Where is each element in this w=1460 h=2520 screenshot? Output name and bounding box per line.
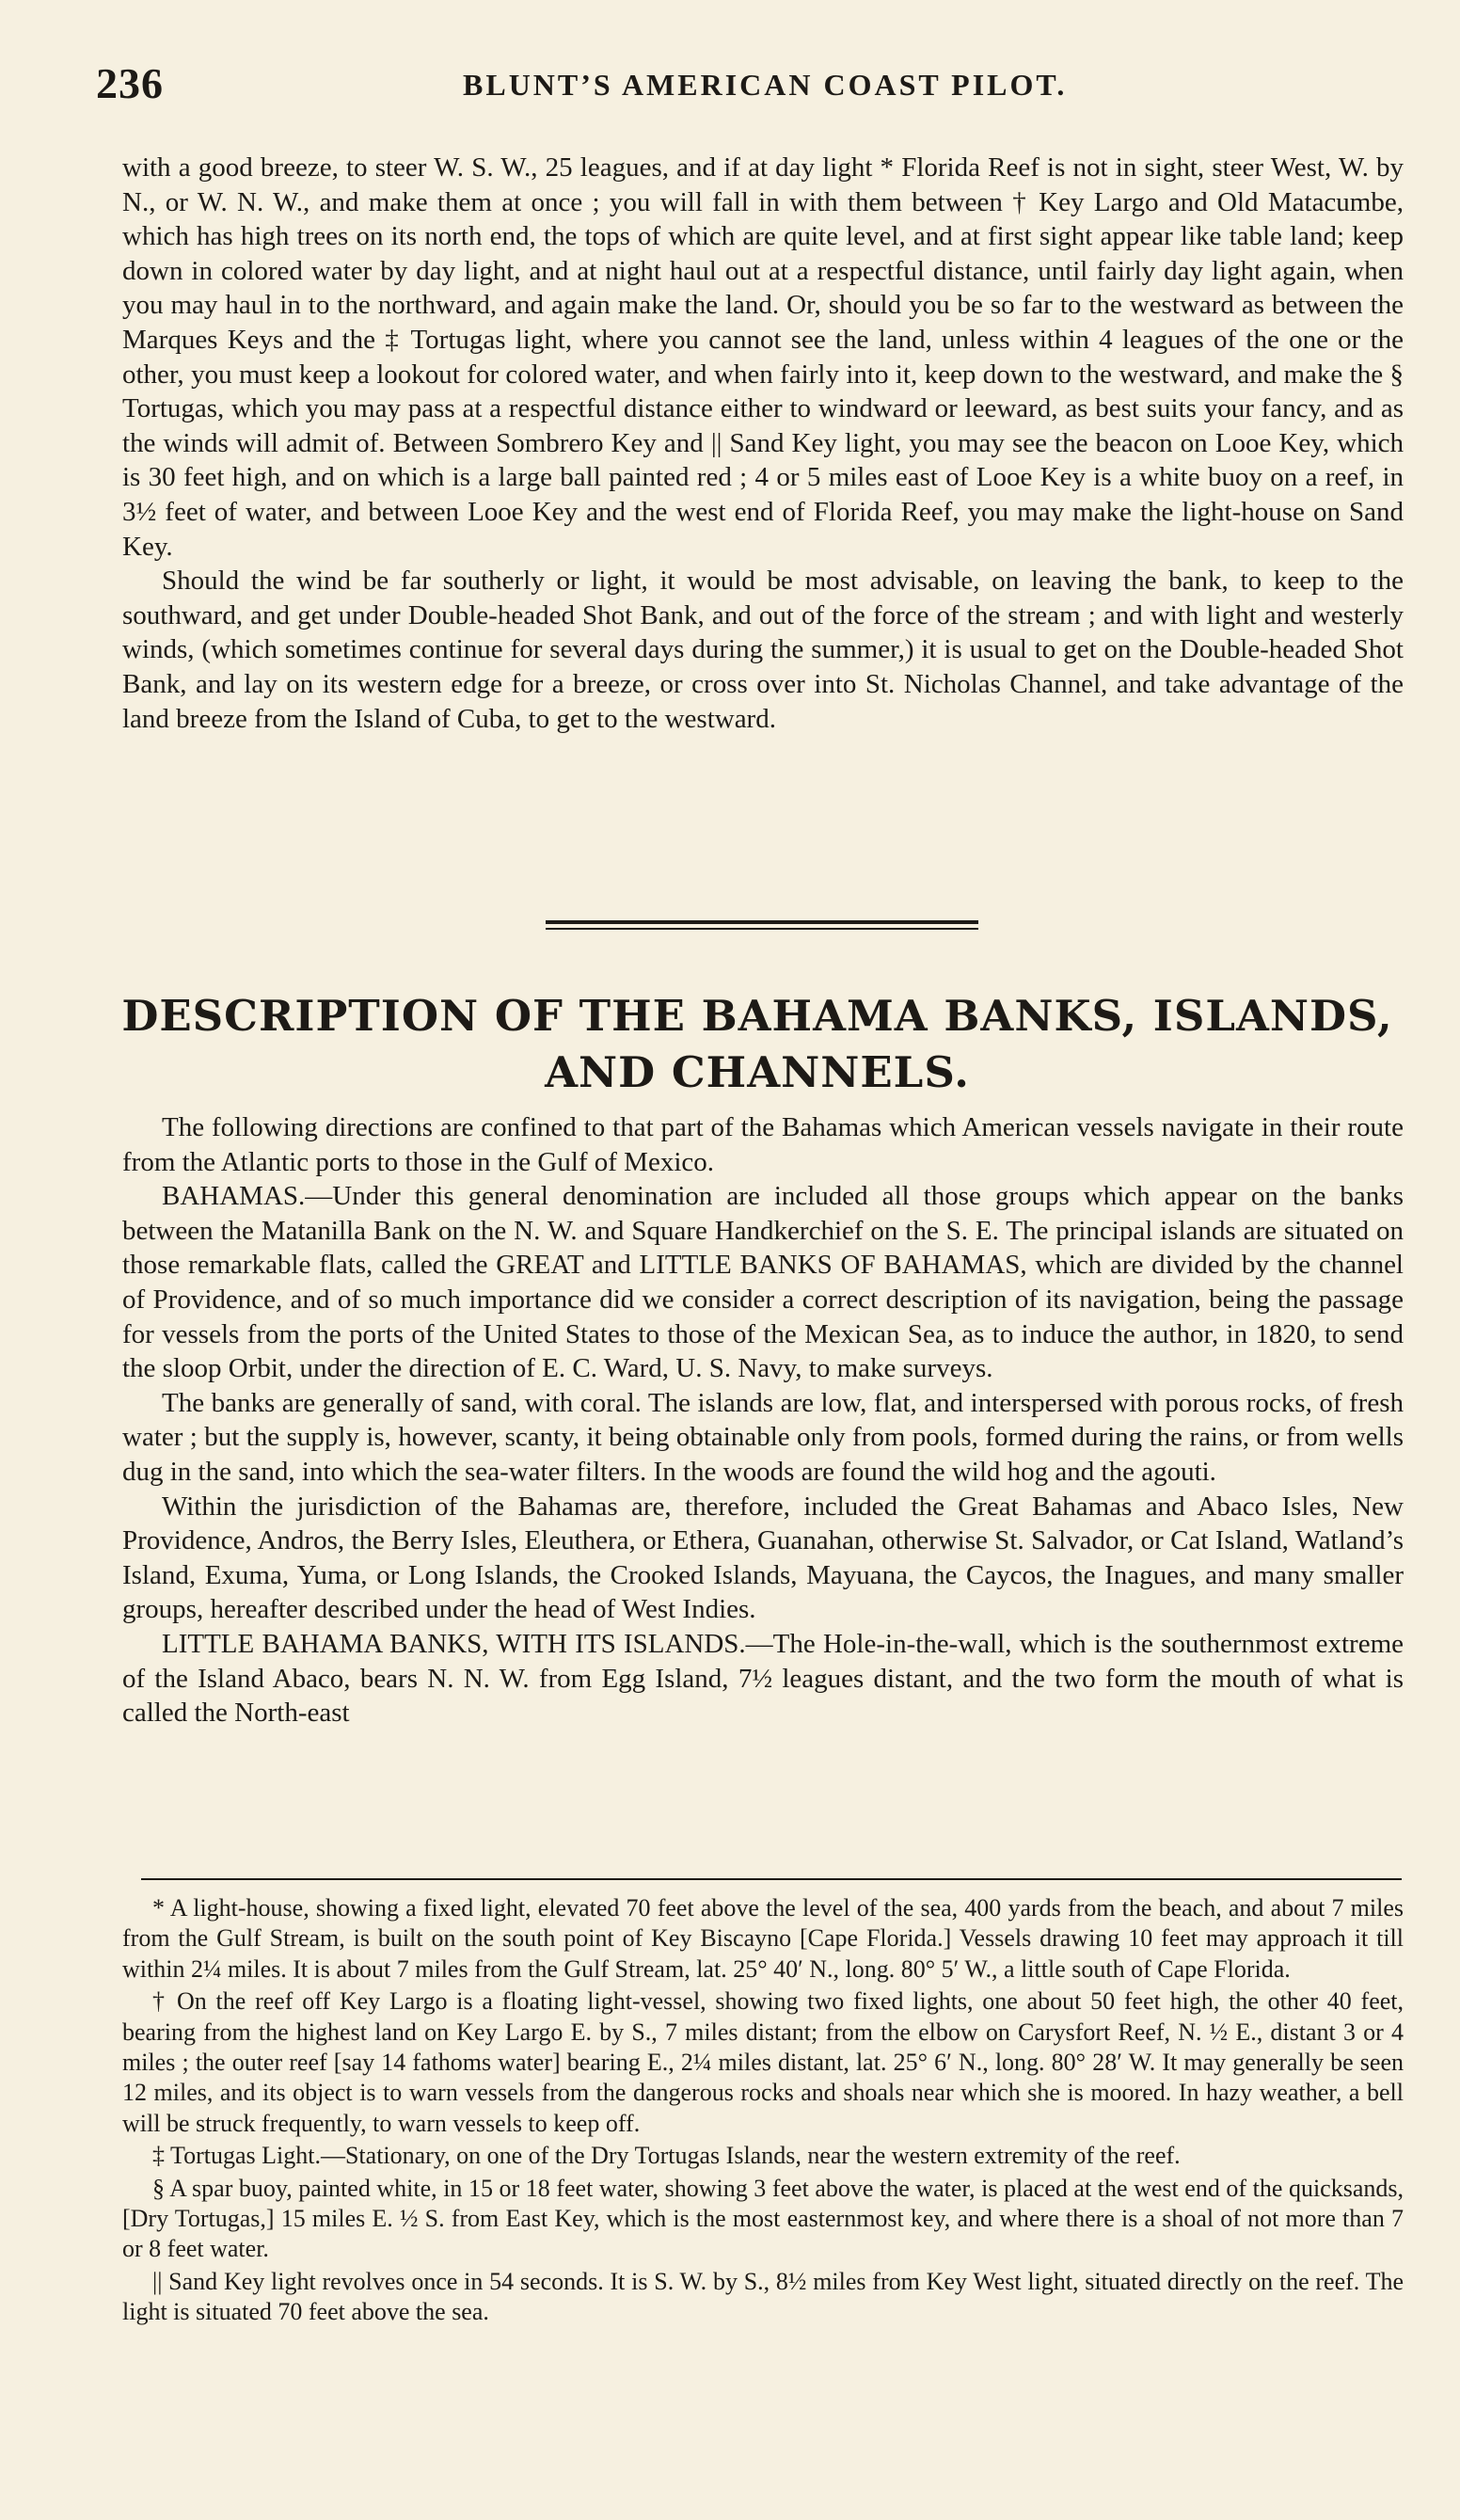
paragraph: Should the wind be far southerly or light, it would be most advisable, on leaving the bank, to keep to the southward, and get under Double-headed Shot Bank, and out of the force of the stream ; and with light and westerly winds, (which sometimes continue for several days during the summer,) it is usual to get on the Double-headed Shot Bank, and lay on its western edge for a breeze, or cross over into St. Nicholas Channel, and take advantage of the land breeze from the Island of Cuba, to get to the westward. (122, 566, 1404, 734)
paragraph: BAHAMAS.—Under this general denomination are included all those groups which appear on the banks between the Matanilla Bank on the N. W. and Square Handkerchief on the S. E. The principal islands are situated on those remarkable flats, called the GREAT and LITTLE BANKS OF BAHAMAS, which are divided by the channel of Providence, and of so much importance did we consider a correct description of its navigation, being the passage for vessels from the ports of the United States to those of the Mexican Sea, as to induce the author, in 1820, to send the sloop Orbit, under the direction of E. C. Ward, U. S. Navy, to make surveys. (122, 1181, 1404, 1384)
footnote: † On the reef off Key Largo is a floating light-vessel, showing two fixed lights, one about 50 feet high, the other 40 feet, bearing from the highest land on Key Largo E. by S., 7 miles distant; from the elbow on Carysfort Reef, N. ½ E., distant 3 or 4 miles ; the outer reef [say 14 fathoms water] bearing E., 2¼ miles distant, lat. 25° 6′ N., long. 80° 28′ W. It may generally be seen 12 miles, and its object is to warn vessels from the dangerous rocks and shoals near which she is moored. In hazy weather, a bell will be struck frequently, to warn vessels to keep off. (122, 1987, 1404, 2137)
section-title (94, 988, 1420, 1101)
paragraph: LITTLE BAHAMA BANKS, WITH ITS ISLANDS.—The Hole-in-the-wall, which is the southernmost extreme of the Island Abaco, bears N. N. W. from Egg Island, 7½ leagues distant, and the two form the mouth of what is called the North-east (122, 1628, 1404, 1729)
section-divider-thin (546, 928, 978, 930)
paragraph: The following directions are confined to that part of the Bahamas which American vessels navigate in their route from the Atlantic ports to those in the Gulf of Mexico. (122, 1112, 1404, 1177)
section-divider-thick (546, 920, 978, 924)
footnote: * A light-house, showing a fixed light, elevated 70 feet above the level of the sea, 400 yards from the beach, and about 7 miles from the Gulf Stream, is built on the south point of Key Biscayno [Cape Florida.] Vessels drawing 10 feet may approach it till within 2¼ miles. It is about 7 miles from the Gulf Stream, lat. 25° 40′ N., long. 80° 5′ W., a little south of Cape Florida. (122, 1894, 1404, 1983)
footnote-separator (141, 1878, 1402, 1880)
florida-reef-directions (122, 151, 1404, 736)
paragraph: Within the jurisdiction of the Bahamas are, therefore, included the Great Bahamas and Abaco Isles, New Providence, Andros, the Berry Isles, Eleuthera, or Ethera, Guanahan, otherwise St. Salvador, or Cat Island, Watland’s Island, Exuma, Yuma, or Long Islands, the Crooked Islands, Mayuana, the Caycos, the Inagues, and many smaller groups, hereafter described under the head of West Indies. (122, 1491, 1404, 1625)
footnote: ‡ Tortugas Light.—Stationary, on one of the Dry Tortugas Islands, near the western extremity of the reef. (152, 2142, 1181, 2170)
page-header (96, 58, 1413, 124)
footnote: § A spar buoy, painted white, in 15 or 18 feet water, showing 3 feet above the water, is placed at the west end of the quicksands, [Dry Tortugas,] 15 miles E. ½ S. from East Key, which is the most easternmost key, and where there is a shoal of not more than 7 or 8 feet water. (122, 2174, 1404, 2263)
footnote: || Sand Key light revolves once in 54 seconds. It is S. W. by S., 8½ miles from Key West light, situated directly on the reef. The light is situated 70 feet above the sea. (122, 2267, 1404, 2326)
section-title-line-1: DESCRIPTION OF THE BAHAMA BANKS, ISLANDS, (121, 991, 1393, 1041)
paragraph: The banks are generally of sand, with coral. The islands are low, flat, and interspersed with porous rocks, of fresh water ; but the supply is, however, scanty, it being obtainable only from pools, formed during the rains, or from wells dug in the sand, into which the sea-water filters. In the woods are found the wild hog and the agouti. (122, 1387, 1404, 1487)
paragraph: with a good breeze, to steer W. S. W., 25 leagues, and if at day light * Florida Reef is not in sight, steer West, W. by N., or W. N. W., and make them at once ; you will fall in with them between † Key Largo and Old Matacumbe, which has high trees on its north end, the tops of which are quite level, and at first sight appear like table land; keep down in colored water by day light, and at night haul out at a respectful distance, until fairly day light again, when you may haul in to the northward, and again make the land. Or, should you be so far to the westward as between the Marques Keys and the ‡ Tortugas light, where you cannot see the land, unless within 4 leagues of the one or the other, you must keep a lookout for colored water, and when fairly into it, keep down to the westward, and make the § Tortugas, which you may pass at a respectful distance either to windward or leeward, as best suits your fancy, and as the winds will admit of. Between Sombrero Key and || Sand Key light, you may see the beacon on Looe Key, which is 30 feet high, and on which is a large ball painted red ; 4 or 5 miles east of Looe Key is a white buoy on a reef, in 3½ feet of water, and between Looe Key and the west end of Florida Reef, you may make the light-house on Sand Key. (122, 152, 1404, 562)
footnotes (122, 1893, 1404, 2328)
bahama-banks-description (122, 1110, 1404, 1731)
page-number: 236 (96, 59, 164, 107)
running-title: BLUNT’S AMERICAN COAST PILOT. (463, 68, 1068, 102)
section-title-line-2: AND CHANNELS. (545, 1047, 970, 1097)
